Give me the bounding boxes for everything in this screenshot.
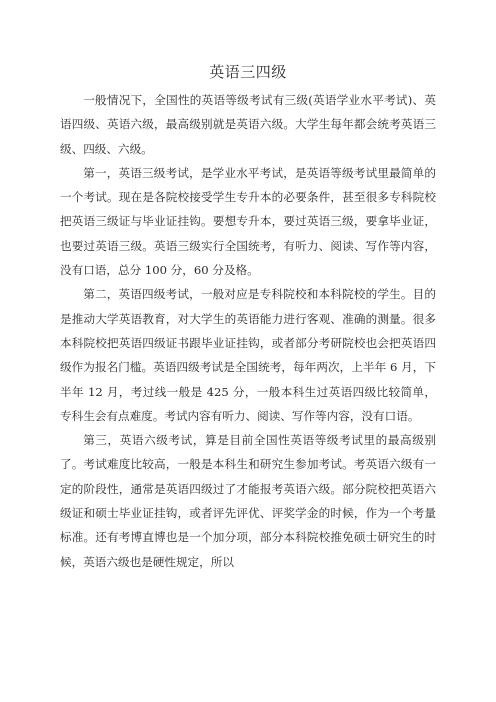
document-title: 英语三四级 xyxy=(209,63,287,81)
intro-paragraph: 一般情况下，全国性的英语等级考试有三级(英语学业水平考试)、英语四级、英语六级，最高级别就是英语六级。大学生每年都会统考英语三级、四级、六级。 xyxy=(60,93,436,156)
document-page xyxy=(60,62,436,574)
level-four-paragraph: 第二，英语四级考试，一般对应是专科院校和本科院校的学生。目的是推动大学英语教育，对大学生的英语能力进行客观、准确的测量。很多本科院校把英语四级证书跟毕业证挂钩，或者部分考研院校也会把英语四级作为报名门槛。英语四级考试是全国统考，每年两次，上半年 6 月，下半年 12 月，考过线一般是 425 分，一般本科生过英语四级比较简单，专科生会有点难度。考试内容有听力、阅读、写作等内容，没有口语。 xyxy=(60,287,436,423)
level-three-paragraph: 第一，英语三级考试，是学业水平考试，是英语等级考试里最简单的一个考试。现在是各院校接受学生专升本的必要条件，甚至很多专科院校把英语三级证与毕业证挂钩。要想专升本，要过英语三级，要拿毕业证，也要过英语三级。英语三级实行全国统考，有听力、阅读、写作等内容，没有口语，总分 100 分，60 分及格。 xyxy=(60,165,436,278)
level-six-paragraph: 第三，英语六级考试，算是目前全国性英语等级考试里的最高级别了。考试难度比较高，一般是本科生和研究生参加考试。考英语六级有一定的阶段性，通常是英语四级过了才能报考英语六级。部分院校把英语六级证和硕士毕业证挂钩，或者评先评优、评奖学金的时候，作为一个考量标准。还有考博直博也是一个加分项，部分本科院校推免硕士研究生的时候，英语六级也是硬性规定，所以 xyxy=(60,433,436,569)
